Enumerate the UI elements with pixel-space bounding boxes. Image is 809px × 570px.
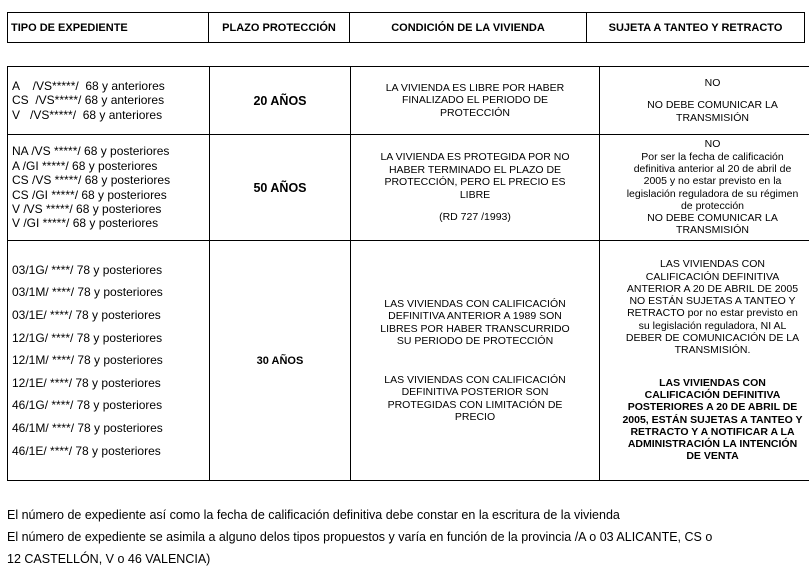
tanteo-line: definitiva anterior al 20 de abril de <box>604 163 809 175</box>
plazo-cell: 20 AÑOS <box>210 67 351 135</box>
tipo-item: V /GI *****/ 68 y posteriores <box>12 216 209 230</box>
tipo-item: CS /GI *****/ 68 y posteriores <box>12 188 209 202</box>
tanteo-line-bold: POSTERIORES A 20 DE ABRIL DE <box>604 401 809 413</box>
footer-note: 12 CASTELLÓN, V o 46 VALENCIA) <box>7 548 712 570</box>
condicion-line: LAS VIVIENDAS CON CALIFICACIÓN <box>357 298 593 311</box>
tipo-item: CS /VS*****/ 68 y anteriores <box>12 93 209 107</box>
condicion-line: PROTEGIDAS CON LIMITACIÓN DE <box>357 399 593 412</box>
footer-note: El número de expediente se asimila a alguno delos tipos propuestos y varía en función de la provincia /A o 03 ALICANTE, CS o <box>7 526 712 548</box>
tipo-item: 03/1M/ ****/ 78 y posteriores <box>12 281 209 304</box>
tanteo-cell <box>600 67 809 135</box>
tanteo-line-bold: CALIFICACIÓN DEFINITIVA <box>604 389 809 401</box>
tipo-item: V /VS*****/ 68 y anteriores <box>12 108 209 122</box>
condicion-line: PROTECCIÓN, PERO EL PRECIO ES <box>357 176 593 189</box>
condicion-line: HABER TERMINADO EL PLAZO DE <box>357 164 593 177</box>
condicion-line: SU PERIODO DE PROTECCIÓN <box>357 335 593 348</box>
tanteo-cell <box>600 135 809 241</box>
tanteo-line: NO <box>604 77 809 89</box>
footer-note: El número de expediente así como la fecha de calificación definitiva debe constar en la escritura de la vivienda <box>7 504 712 526</box>
tanteo-line: su legislación reguladora, NI AL <box>604 320 809 332</box>
condicion-line: DEFINITIVA ANTERIOR A 1989 SON <box>357 310 593 323</box>
condicion-cell <box>351 135 600 241</box>
tanteo-line: NO <box>604 138 809 150</box>
tipo-item: 03/1E/ ****/ 78 y posteriores <box>12 304 209 327</box>
tanteo-line: RETRACTO por no estar previsto en <box>604 307 809 319</box>
tanteo-line: legislación reguladora de su régimen <box>604 188 809 200</box>
tanteo-line: DEBER DE COMUNICACIÓN DE LA <box>604 332 809 344</box>
tipos-cell <box>8 135 210 241</box>
tanteo-line-bold: ADMINISTRACIÓN LA INTENCIÓN <box>604 438 809 450</box>
tanteo-line: NO ESTÁN SUJETAS A TANTEO Y <box>604 295 809 307</box>
tipo-item: V /VS *****/ 68 y posteriores <box>12 202 209 216</box>
table-row <box>8 135 809 241</box>
tipo-item: 12/1E/ ****/ 78 y posteriores <box>12 372 209 395</box>
tanteo-line: LAS VIVIENDAS CON <box>604 258 809 270</box>
tanteo-line: CALIFICACIÓN DEFINITIVA <box>604 271 809 283</box>
tanteo-line: ANTERIOR A 20 DE ABRIL DE 2005 <box>604 283 809 295</box>
tanteo-line-bold: RETRACTO Y A NOTIFICAR A LA <box>604 426 809 438</box>
tipo-item: 12/1M/ ****/ 78 y posteriores <box>12 349 209 372</box>
condicion-cell <box>351 67 600 135</box>
condicion-line: LIBRE <box>357 189 593 202</box>
header-sujeta: SUJETA A TANTEO Y RETRACTO <box>587 13 805 43</box>
condicion-reference: (RD 727 /1993) <box>357 211 593 224</box>
footer-notes <box>7 504 712 570</box>
condicion-line: DEFINITIVA POSTERIOR SON <box>357 386 593 399</box>
tanteo-line: TRANSMISIÓN <box>604 112 809 124</box>
condicion-line: LAS VIVIENDAS CON CALIFICACIÓN <box>357 374 593 387</box>
condicion-line: LA VIVIENDA ES LIBRE POR HABER <box>357 82 593 95</box>
header-condicion: CONDICIÓN DE LA VIVIENDA <box>350 13 587 43</box>
condicion-line: LIBRES POR HABER TRANSCURRIDO <box>357 323 593 336</box>
tanteo-line: Por ser la fecha de calificación <box>604 151 809 163</box>
tipo-item: 46/1M/ ****/ 78 y posteriores <box>12 417 209 440</box>
plazo-cell: 30 AÑOS <box>210 241 351 481</box>
header-plazo: PLAZO PROTECCIÓN <box>209 13 350 43</box>
tipo-item: A /GI *****/ 68 y posteriores <box>12 159 209 173</box>
tanteo-line-bold: DE VENTA <box>604 450 809 462</box>
tipo-item: 12/1G/ ****/ 78 y posteriores <box>12 327 209 350</box>
condicion-line: FINALIZADO EL PERIODO DE <box>357 94 593 107</box>
tanteo-line: TRANSMISIÓN. <box>604 344 809 356</box>
tanteo-line: NO DEBE COMUNICAR LA <box>604 99 809 111</box>
condicion-line: LA VIVIENDA ES PROTEGIDA POR NO <box>357 151 593 164</box>
tipo-item: A /VS*****/ 68 y anteriores <box>12 79 209 93</box>
plazo-cell: 50 AÑOS <box>210 135 351 241</box>
tipo-item: 46/1G/ ****/ 78 y posteriores <box>12 394 209 417</box>
tanteo-line: 2005 y no estar previsto en la <box>604 175 809 187</box>
tanteo-line-bold: LAS VIVIENDAS CON <box>604 377 809 389</box>
tanteo-line: NO DEBE COMUNICAR LA <box>604 212 809 224</box>
table-row <box>8 67 809 135</box>
tanteo-cell <box>600 241 809 481</box>
condicion-line: PROTECCIÓN <box>357 107 593 120</box>
tanteo-line: de protección <box>604 200 809 212</box>
tipo-item: 46/1E/ ****/ 78 y posteriores <box>12 440 209 463</box>
tipo-item: NA /VS *****/ 68 y posteriores <box>12 144 209 158</box>
tanteo-line-bold: 2005, ESTÁN SUJETAS A TANTEO Y <box>604 414 809 426</box>
header-table <box>7 12 805 43</box>
header-tipo: TIPO DE EXPEDIENTE <box>8 13 209 43</box>
tipos-cell <box>8 241 210 481</box>
tanteo-line: TRANSMISIÓN <box>604 224 809 236</box>
tipo-item: 03/1G/ ****/ 78 y posteriores <box>12 259 209 282</box>
tipo-item: CS /VS *****/ 68 y posteriores <box>12 173 209 187</box>
condicion-line: PRECIO <box>357 411 593 424</box>
condicion-cell <box>351 241 600 481</box>
table-row <box>8 241 809 481</box>
tipos-cell <box>8 67 210 135</box>
expedientes-table <box>7 66 809 481</box>
